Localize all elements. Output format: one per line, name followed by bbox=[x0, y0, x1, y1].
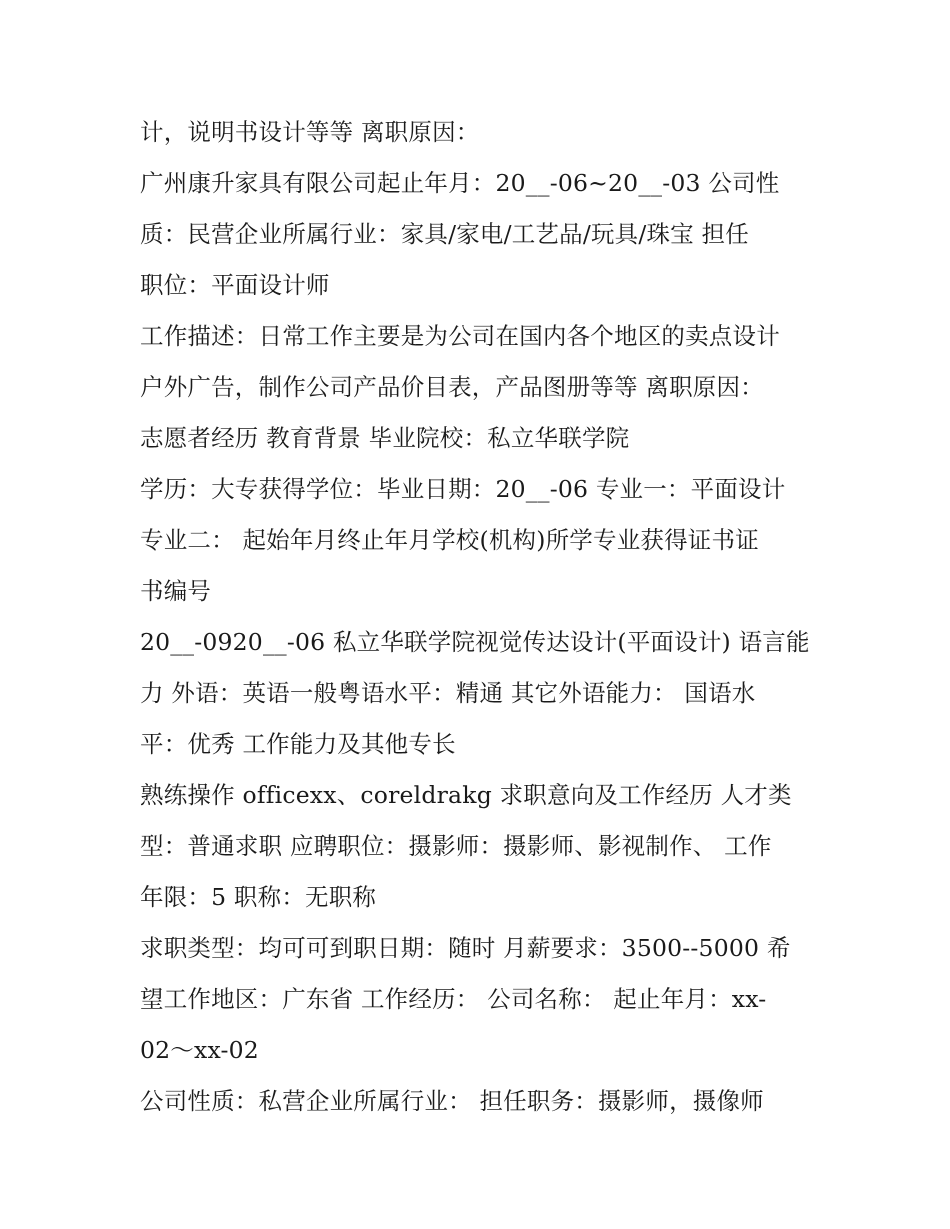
text-line: 质：民营企业所属行业：家具/家电/工艺品/玩具/珠宝 担任 bbox=[140, 220, 749, 248]
text-line: 力 外语：英语一般粤语水平：精通 其它外语能力： 国语水 bbox=[140, 679, 756, 707]
text-line: 专业二： 起始年月终止年月学校(机构)所学专业获得证书证 bbox=[140, 526, 759, 554]
text-line: 熟练操作 officexx、coreldrakg 求职意向及工作经历 人才类 bbox=[140, 781, 792, 809]
text-line: 户外广告，制作公司产品价目表，产品图册等等 离职原因： bbox=[140, 373, 764, 401]
document-body bbox=[140, 107, 830, 1127]
text-line: 年限：5 职称：无职称 bbox=[140, 883, 377, 911]
text-line: 公司性质：私营企业所属行业： 担任职务：摄影师，摄像师 bbox=[140, 1087, 764, 1115]
text-line: 02～xx-02 bbox=[140, 1036, 259, 1064]
text-line: 求职类型：均可可到职日期：随时 月薪要求：3500--5000 希 bbox=[140, 934, 791, 962]
text-line: 学历：大专获得学位：毕业日期：20__-06 专业一：平面设计 bbox=[140, 475, 786, 503]
text-line: 计，说明书设计等等 离职原因： bbox=[140, 118, 480, 146]
text-line: 望工作地区：广东省 工作经历： 公司名称： 起止年月：xx- bbox=[140, 985, 767, 1013]
text-line: 广州康升家具有限公司起止年月：20__-06~20__-03 公司性 bbox=[140, 169, 780, 197]
text-line: 型：普通求职 应聘职位：摄影师：摄影师、影视制作、 工作 bbox=[140, 832, 772, 860]
text-line: 职位：平面设计师 bbox=[140, 271, 330, 299]
text-line: 工作描述：日常工作主要是为公司在国内各个地区的卖点设计 bbox=[140, 322, 780, 350]
text-line: 书编号 bbox=[140, 577, 212, 605]
text-line: 20__-0920__-06 私立华联学院视觉传达设计(平面设计) 语言能 bbox=[140, 628, 810, 656]
text-line: 平：优秀 工作能力及其他专长 bbox=[140, 730, 456, 758]
text-line: 志愿者经历 教育背景 毕业院校：私立华联学院 bbox=[140, 424, 630, 452]
